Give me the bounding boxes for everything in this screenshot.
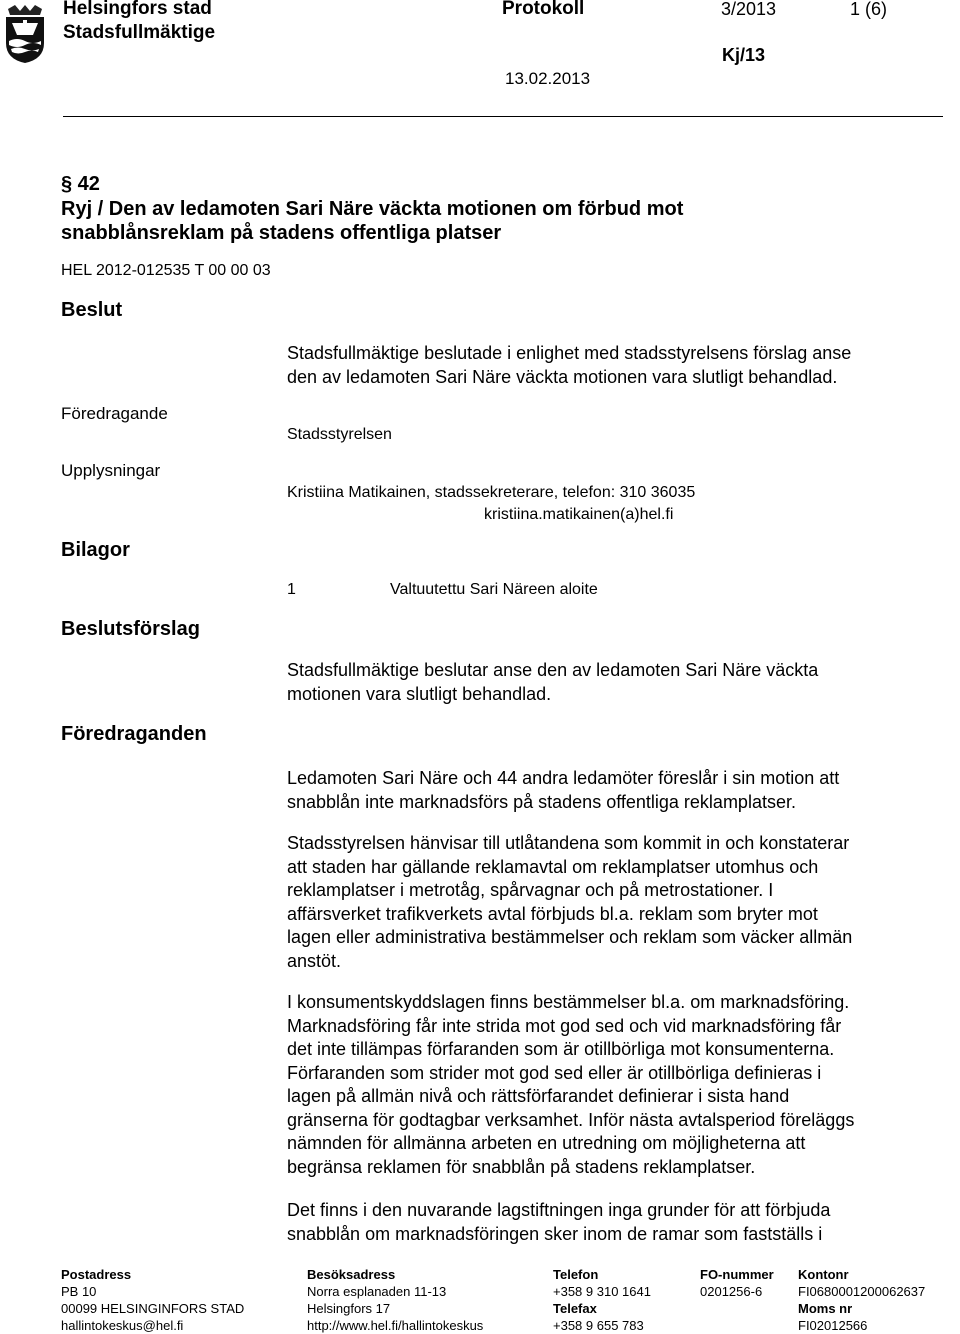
label-beslut: Beslut [61,299,123,321]
paragraph-line: gränserna för godtagbar verksamhet. Inför nästa avtalsperiod föreläggs [287,1109,855,1130]
proposal-line: motionen vara slutligt behandlad. [287,683,552,704]
footer-postadress [61,1266,244,1334]
footer-label: Telefax [553,1301,597,1316]
paragraph-1 [287,767,942,814]
paragraph-line: Stadsstyrelsen hänvisar till utlåtandena som kommit in och konstaterar [287,833,850,853]
label-foredraganden: Föredraganden [61,723,207,745]
paragraph-line: lagen eller administrativa bestämmelser och reklam som väcker allmän [287,927,853,947]
header-page: 1 (6) [850,0,888,19]
label-foredragande: Föredragande [61,404,168,423]
header-doc-type: Protokoll [502,0,585,19]
footer-besoksadress [307,1266,483,1334]
contact-line: Kristiina Matikainen, stadssekreterare, telefon: 310 36035 [287,484,696,501]
footer-label: Telefon [553,1267,599,1282]
case-section-mark: § 42 [61,173,100,195]
paragraph-3 [287,991,942,1179]
decision-line: Stadsfullmäktige beslutade i enlighet med stadsstyrelsens förslag anse [287,343,852,363]
footer-email-link[interactable]: hallintokeskus@hel.fi [61,1318,184,1333]
footer-value: FI02012566 [798,1318,868,1333]
paragraph-line: Det finns i den nuvarande lagstiftningen inga grunder för att förbjuda [287,1200,831,1220]
header-org: Helsingfors stad [63,0,212,19]
footer-fo-nummer [700,1266,774,1300]
paragraph-line: Förfaranden som strider mot god sed eller är otillbörliga definieras i [287,1062,822,1083]
header-divider [63,116,943,117]
decision-text [287,342,942,389]
paragraph-4 [287,1199,942,1246]
footer-website-link[interactable]: http://www.hel.fi/hallintokeskus [307,1318,484,1333]
footer-kontonr [798,1266,925,1334]
footer-value: 0201256-6 [700,1284,763,1299]
footer-value: +358 9 655 783 [553,1318,644,1333]
paragraph-line: Marknadsföring får inte strida mot god sed och vid marknadsföring får [287,1015,842,1036]
footer-label: Besöksadress [307,1267,396,1282]
footer-label: FO-nummer [700,1267,774,1282]
paragraph-line: snabblån inte marknadsförs på stadens offentliga reklamplatser. [287,791,796,812]
footer-label: Postadress [61,1267,132,1282]
label-upplysningar: Upplysningar [61,461,161,480]
proposal-line: Stadsfullmäktige beslutar anse den av ledamoten Sari Näre väckta [287,660,819,680]
decision-line: den av ledamoten Sari Näre väckta motionen vara slutligt behandlad. [287,366,838,387]
attachment-number: 1 [287,581,296,598]
case-reference: HEL 2012-012535 T 00 00 03 [61,262,271,279]
footer-label: Kontonr [798,1267,849,1282]
paragraph-line: att staden har gällande reklamavtal om reklamplatser utomhus och [287,856,819,877]
header-section: Kj/13 [722,45,766,65]
paragraph-line: nämnden för allmänna arbeten en utredning om möjligheterna att [287,1133,806,1153]
presenter: Stadsstyrelsen [287,426,392,443]
proposal-text [287,659,942,706]
helsinki-coat-of-arms-logo [3,3,47,65]
paragraph-line: snabblån om marknadsföringen sker inom de ramar som fastställs i [287,1223,823,1244]
footer-telefon [553,1266,651,1334]
paragraph-2 [287,832,942,973]
case-title-line2: snabblånsreklam på stadens offentliga platser [61,222,502,244]
header-body: Stadsfullmäktige [63,22,216,43]
header-date: 13.02.2013 [505,69,591,88]
case-title-line1: Ryj / Den av ledamoten Sari Näre väckta motionen om förbud mot [61,198,684,220]
paragraph-line: lagen på allmän nivå och rättsförfarandet definierar i sista hand [287,1086,790,1106]
label-beslutsforslag: Beslutsförslag [61,618,200,640]
header-number: 3/2013 [721,0,777,19]
footer-value: Helsingfors 17 [307,1301,391,1316]
footer-label: Moms nr [798,1301,853,1316]
footer-value: Norra esplanaden 11-13 [307,1284,447,1299]
paragraph-line: det inte tillämpas förfaranden som är otillbörliga mot konsumenterna. [287,1039,835,1059]
footer-value: +358 9 310 1641 [553,1284,651,1299]
paragraph-line: reklamplatser i metrotåg, spårvagnar och på metrostationer. I [287,880,774,900]
footer-value: PB 10 [61,1284,97,1299]
footer-value: FI0680001200062637 [798,1284,926,1299]
paragraph-line: affärsverket trafikverkets avtal förbjuds bl.a. reklam som bryter mot [287,903,818,924]
paragraph-line: Ledamoten Sari Näre och 44 andra ledamöter föreslår i sin motion att [287,768,840,788]
contact-email[interactable]: kristiina.matikainen(a)hel.fi [484,506,674,523]
footer-value: 00099 HELSINGINFORS STAD [61,1301,245,1316]
label-bilagor: Bilagor [61,539,130,561]
paragraph-line: I konsumentskyddslagen finns bestämmelser bl.a. om marknadsföring. [287,992,850,1012]
paragraph-line: anstöt. [287,950,342,971]
paragraph-line: begränsa reklamen för snabblån på stadens reklamplatser. [287,1156,756,1177]
attachment-title[interactable]: Valtuutettu Sari Näreen aloite [390,581,598,598]
